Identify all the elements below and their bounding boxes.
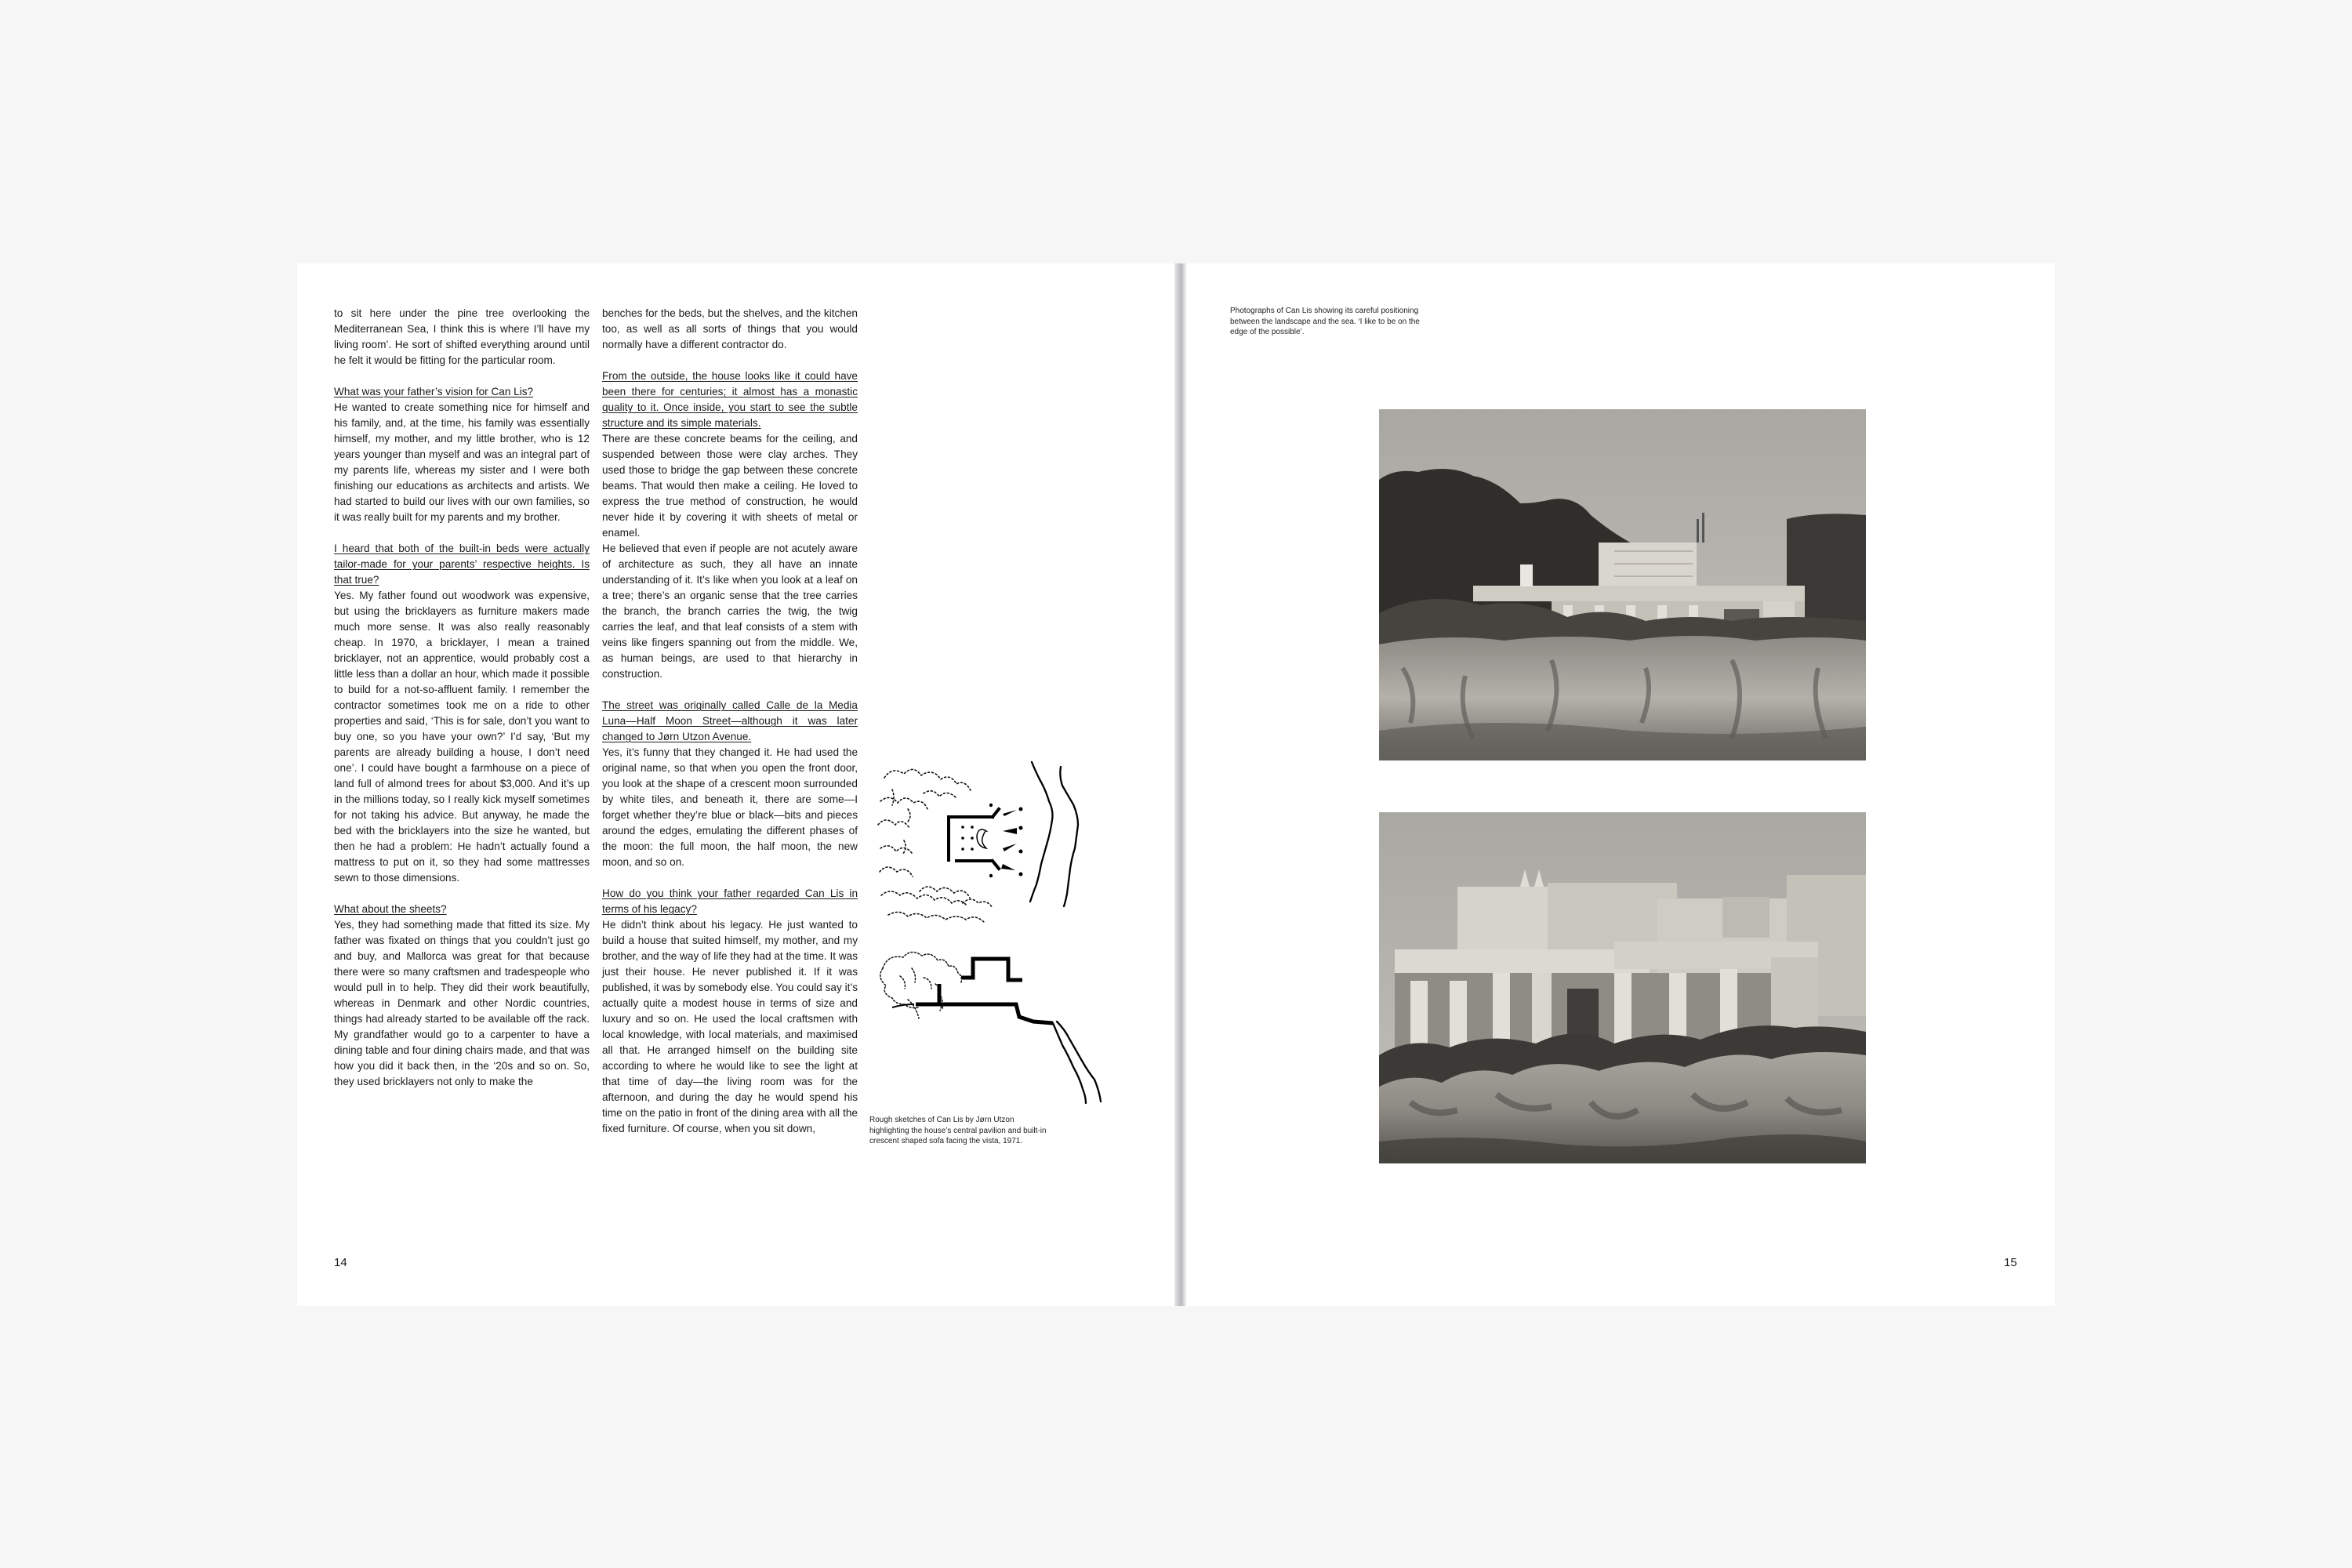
answer-paragraph: He didn’t think about his legacy. He just wanted to build a house that suited himself, my mother, and my brother, and the way of life they had at the time. It was just their house. He never published it. If it was published, it was by somebody else. You could say it’s actually quite a modest house in terms of size and luxury and so on. He used the local craftsmen with local knowledge, with local materials, and maximised all that. He arranged himself on the building site according to where he would like to see the light at that time of day—the living room was for the afternoon, and during the day he would spend his time on the patio in front of the dining area with all the fixed furniture. Of course, when you sit down, <box>602 919 858 1134</box>
answer-paragraph: to sit here under the pine tree overlooking the Mediterranean Sea, I think this is where I’ll have my living room’. He sort of shifted everything around until he felt it would be fitting for the particular room. <box>334 307 590 366</box>
interview-question: How do you think your father regarded Can Lis in terms of his legacy? <box>602 887 858 915</box>
book-spine-gutter <box>1174 263 1187 1306</box>
answer-paragraph: benches for the beds, but the shelves, and the kitchen too, as well as all sorts of things that you would normally have a different contractor do. <box>602 307 858 350</box>
answer-paragraph: Yes, it’s funny that they changed it. He had used the original name, so that when you open the front door, you look at the shape of a crescent moon surrounded by white tiles, and beneath it, there are some—I forget whether they’re blue or black—bits and pieces around the edges, emulating the different phases of the moon: the full moon, the half moon, the new moon, and so on. <box>602 746 858 868</box>
answer-paragraph: Yes. My father found out woodwork was expensive, but using the bricklayers as furniture makers made much more sense. It was also really reasonably cheap. In 1970, a bricklayer, I mean a trained bricklayer, not an apprentice, would probably cost a little less than a dollar an hour, which made it possible to build for a not-so-affluent family. I remember the contractor sometimes took me on a ride to other properties and said, ‘This is for sale, don’t you want to buy one, so you have your own?’ I’d say, ‘But my parents are already building a house, I don’t need one’. I could have bought a farmhouse on a piece of land full of almond trees for about $3,000. And it’s up in the millions today, so I really kick myself sometimes for not taking his advice. But anyway, he made the bed with the bricklayers into the size he wanted, but then he had a problem: He hadn’t actually found a mattress to put on it, so they had some mattresses sewn to those dimensions. <box>334 590 590 884</box>
plan-sketch-drawing <box>869 746 1120 935</box>
interview-question: What about the sheets? <box>334 903 447 915</box>
interview-question: What was your father’s vision for Can Lis? <box>334 386 534 397</box>
answer-paragraph: Yes, they had something made that fitted its size. My father was fixated on things that you couldn’t just go and buy, and Mallorca was great for that because there were so many craftsmen and tradespeople who would pull in to help. They did their work beautifully, whereas in Denmark and other Nordic countries, things had already started to be available off the rack. My grandfather would go to a carpenter to have a dining table and four dining chairs made, and that was how you did it back then, in the ‘20s and so on. So, they used bricklayers not only to make the <box>334 919 590 1087</box>
section-sketch-drawing <box>869 945 1120 1109</box>
sketch-caption: Rough sketches of Can Lis by Jørn Utzon highlighting the house’s central pavilion and built-in crescent shaped sofa facing the vista, 1971. <box>869 1116 1047 1145</box>
text-column-1 <box>334 306 590 1090</box>
answer-paragraph: There are these concrete beams for the ceiling, and suspended between those were clay arches. They used those to bridge the gap between these concrete beams. That would then make a ceiling. He loved to express the true method of construction, he would never hide it by covering it with sheets of metal or enamel. <box>602 433 858 539</box>
interview-question: From the outside, the house looks like it could have been there for centuries; it almost has a monastic quality to it. Once inside, you start to see the subtle structure and its simple materials. <box>602 370 858 429</box>
answer-paragraph: He wanted to create something nice for himself and his family, and, at the time, his family was essentially himself, my mother, and my little brother, who is 12 years younger than myself and was an integral part of my parents life, whereas my sister and I were both finishing our educations as architects and artists. We had started to build our lives with our own families, so it was really built for my parents and my brother. <box>334 401 590 523</box>
answer-paragraph: He believed that even if people are not acutely aware of architecture as such, they all have an innate understanding of it. It’s like when you look at a leaf on a tree; there’s an organic sense that the tree carries the branch, the branch carries the twig, the twig carries the leaf, and that leaf consists of a stem with veins like fingers spanning out from the middle. We, as human beings, are used to that hierarchy in construction. <box>602 543 858 680</box>
photo-can-lis-closeup <box>1379 812 1866 1163</box>
photos-caption: Photographs of Can Lis showing its careful positioning between the landscape and the sea. ‘I like to be on the edge of the possible’. <box>1230 307 1420 336</box>
page-number-right: 15 <box>2004 1256 2017 1269</box>
interview-question: The street was originally called Calle de la Media Luna—Half Moon Street—although it was later changed to Jørn Utzon Avenue. <box>602 699 858 742</box>
text-column-2 <box>602 306 858 1137</box>
page-number-left: 14 <box>334 1256 347 1269</box>
interview-question: I heard that both of the built-in beds were actually tailor-made for your parents’ respective heights. Is that true? <box>334 543 590 586</box>
photo-can-lis-distant <box>1379 409 1866 760</box>
